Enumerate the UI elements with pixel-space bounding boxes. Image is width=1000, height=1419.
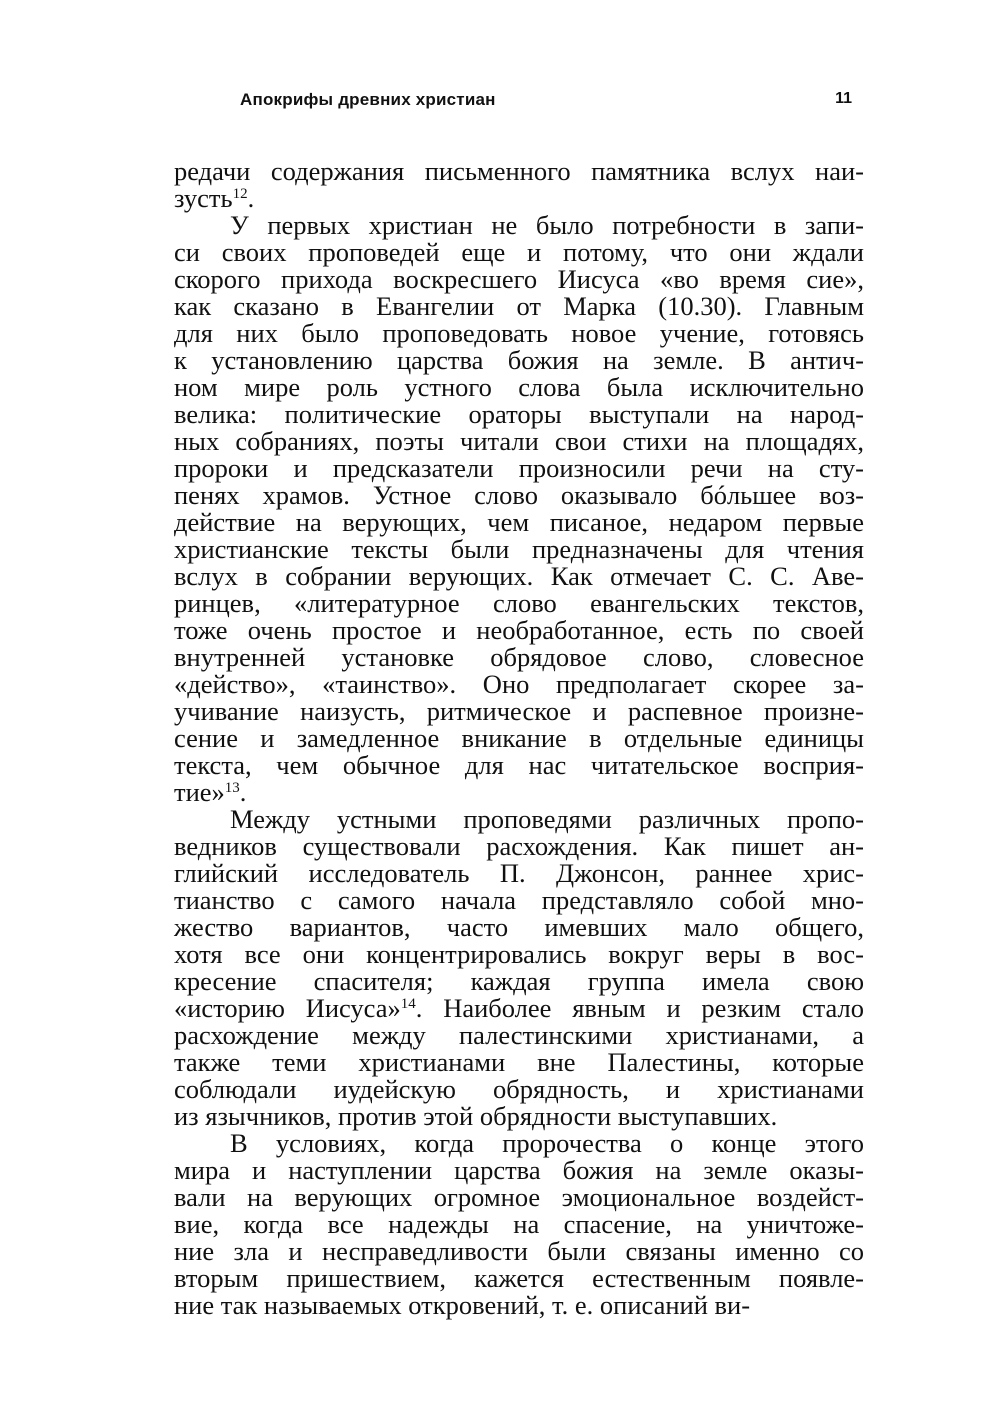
text-line [174, 1211, 864, 1238]
line-text: для них было проповедовать новое учение, готовясь [174, 318, 864, 348]
paragraph [174, 1130, 864, 1319]
footnote-reference: 13 [224, 780, 240, 796]
text-line [174, 1184, 864, 1211]
text-line [174, 212, 864, 239]
text-line [174, 671, 864, 698]
running-header [240, 90, 852, 116]
line-text: действие на верующих, чем писаное, недаром первые [174, 507, 864, 537]
line-text: кресение спасителя; каждая группа имела свою [174, 966, 864, 996]
text-line [174, 1292, 864, 1319]
line-text: ведников существовали расхождения. Как пишет ан- [174, 831, 864, 861]
text-line [174, 239, 864, 266]
line-text: хотя все они концентрировались вокруг веры в вос- [174, 939, 864, 969]
text-line [174, 833, 864, 860]
line-text: В условиях, когда пророчества о конце этого [230, 1128, 864, 1158]
text-line [174, 617, 864, 644]
line-text: тианство с самого начала представляло собой мно- [174, 885, 864, 915]
page-number: 11 [835, 90, 852, 107]
text-line [174, 806, 864, 833]
text-line [174, 698, 864, 725]
text-line [174, 563, 864, 590]
text-line [174, 725, 864, 752]
line-text: соблюдали иудейскую обрядность, и христианами [174, 1074, 864, 1104]
line-text: У первых христиан не было потребности в запи- [230, 210, 864, 240]
text-line [174, 914, 864, 941]
line-text-continued: . Наиболее явным и резким стало [415, 993, 864, 1023]
line-text-continued: . [247, 183, 255, 213]
text-line [174, 455, 864, 482]
text-line [174, 1103, 864, 1130]
text-line [174, 968, 864, 995]
footnote-reference: 14 [400, 996, 416, 1012]
line-text: вслух в собрании верующих. Как отмечает С. С. Аве- [174, 561, 864, 591]
text-line [174, 1049, 864, 1076]
text-line [174, 266, 864, 293]
line-text: «историю Иисуса» [174, 993, 401, 1023]
line-text: «действо», «таинство». Оно предполагает скорее за- [174, 669, 864, 699]
text-line [174, 158, 864, 185]
line-text: Между устными проповедями различных пропо- [230, 804, 864, 834]
line-text: вторым пришествием, кажется естественным появле- [174, 1263, 864, 1293]
line-text: из язычников, против этой обрядности выступавших. [174, 1101, 778, 1131]
line-text: глийский исследователь П. Джонсон, раннее хрис- [174, 858, 864, 888]
line-text: к установлению царства божия на земле. В антич- [174, 345, 864, 375]
line-text: ние так называемых откровений, т. е. описаний ви- [174, 1290, 751, 1320]
line-text: ринцев, «литературное слово евангельских текстов, [174, 588, 864, 618]
line-text: жество вариантов, часто имевших мало общего, [174, 912, 864, 942]
text-line [174, 347, 864, 374]
text-line [174, 1157, 864, 1184]
text-line [174, 1130, 864, 1157]
text-line [174, 293, 864, 320]
line-text: зусть [174, 183, 233, 213]
text-line [174, 1076, 864, 1103]
line-text: велика: политические ораторы выступали на народ- [174, 399, 864, 429]
text-line [174, 401, 864, 428]
text-line [174, 320, 864, 347]
text-line [174, 1238, 864, 1265]
line-text: как сказано в Евангелии от Марка (10.30). Главным [174, 291, 864, 321]
text-line [174, 482, 864, 509]
line-text: христианские тексты были предназначены для чтения [174, 534, 864, 564]
text-line [174, 185, 864, 212]
text-line [174, 428, 864, 455]
line-text: пенях храмов. Устное слово оказывало бóльшее воз- [174, 480, 864, 510]
text-line [174, 1022, 864, 1049]
text-line [174, 536, 864, 563]
line-text: пророки и предсказатели произносили речи на сту- [174, 453, 864, 483]
line-text: скорого прихода воскресшего Иисуса «во время сие», [174, 264, 864, 294]
text-line [174, 779, 864, 806]
line-text: вали на верующих огромное эмоциональное воздейст- [174, 1182, 864, 1212]
text-line [174, 509, 864, 536]
line-text: расхождение между палестинскими христианами, а [174, 1020, 864, 1050]
line-text: учивание наизусть, ритмическое и распевное произне- [174, 696, 864, 726]
text-line [174, 374, 864, 401]
line-text: также теми христианами вне Палестины, которые [174, 1047, 864, 1077]
text-line [174, 644, 864, 671]
text-line [174, 590, 864, 617]
line-text: ном мире роль устного слова была исключительно [174, 372, 864, 402]
paragraph [174, 806, 864, 1130]
line-text: сение и замедленное вникание в отдельные единицы [174, 723, 864, 753]
paragraph [174, 212, 864, 806]
footnote-reference: 12 [232, 186, 248, 202]
line-text: тоже очень простое и необработанное, есть по своей [174, 615, 864, 645]
text-line [174, 887, 864, 914]
text-line [174, 752, 864, 779]
line-text-continued: . [239, 777, 247, 807]
text-line [174, 995, 864, 1022]
paragraph [174, 158, 864, 212]
running-head-title: Апокрифы древних христиан [240, 90, 496, 109]
line-text: ных собраниях, поэты читали свои стихи на площадях, [174, 426, 864, 456]
text-line [174, 1265, 864, 1292]
text-line [174, 941, 864, 968]
text-line [174, 860, 864, 887]
line-text: вие, когда все надежды на спасение, на уничтоже- [174, 1209, 864, 1239]
line-text: си своих проповедей еще и потому, что они ждали [174, 237, 864, 267]
line-text: внутренней установке обрядовое слово, словесное [174, 642, 864, 672]
body-text [174, 158, 864, 1319]
line-text: редачи содержания письменного памятника вслух наи- [174, 156, 864, 186]
line-text: тие» [174, 777, 225, 807]
line-text: мира и наступлении царства божия на земле оказы- [174, 1155, 864, 1185]
line-text: ние зла и несправедливости были связаны именно со [174, 1236, 864, 1266]
line-text: текста, чем обычное для нас читательское восприя- [174, 750, 864, 780]
